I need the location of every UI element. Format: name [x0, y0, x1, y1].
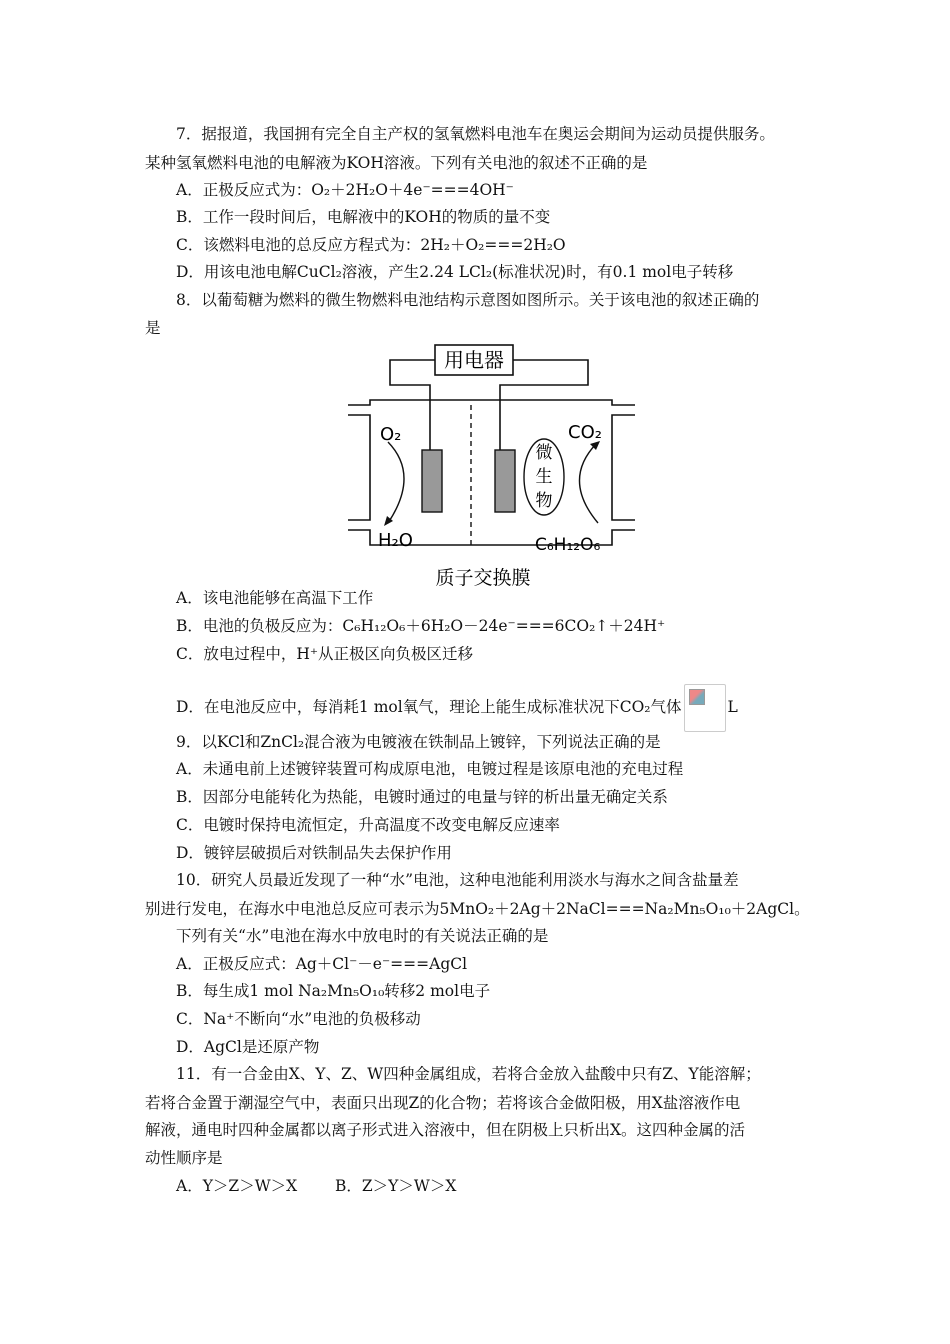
q7-stem-line2: 某种氢氧燃料电池的电解液为KOH溶液。下列有关电池的叙述不正确的是: [145, 154, 648, 172]
container-left-inner: [348, 415, 370, 520]
label-glucose: C₆H₁₂O₆: [535, 535, 601, 555]
q7-option-d: D．用该电池电解CuCl₂溶液，产生2.24 LCl₂(标准状况)时，有0.1 mol电子转移: [176, 263, 734, 281]
microbe-char-2: 生: [535, 467, 553, 487]
label-o2: O₂: [380, 424, 402, 445]
q10-option-a: A．正极反应式：Ag＋Cl⁻－e⁻===AgCl: [176, 955, 468, 973]
q7-option-c: C．该燃料电池的总反应方程式为：2H₂＋O₂===2H₂O: [176, 236, 566, 254]
q9-option-b: B．因部分电能转化为热能，电镀时通过的电量与锌的析出量无确定关系: [176, 788, 668, 806]
fuel-cell-diagram: [340, 340, 640, 590]
right-arrow: [579, 444, 598, 523]
right-electrode: [495, 450, 515, 512]
q8-stem-line1: 8．以葡萄糖为燃料的微生物燃料电池结构示意图如图所示。关于该电池的叙述正确的: [176, 291, 760, 309]
q8-option-c: C．放电过程中，H⁺从正极区向负极区迁移: [176, 645, 474, 663]
q11-option-a: A．Y＞Z＞W＞X: [176, 1177, 298, 1195]
q9-option-d: D．镀锌层破损后对铁制品失去保护作用: [176, 844, 452, 862]
label-membrane: 质子交换膜: [435, 567, 531, 589]
q8-option-d-text: D．在电池反应中，每消耗1 mol氧气，理论上能生成标准状况下CO₂气体: [176, 698, 682, 716]
q8-option-a: A．该电池能够在高温下工作: [176, 589, 374, 607]
fuel-cell-svg: [340, 340, 640, 590]
q11-stem-line3: 解液，通电时四种金属都以离子形式进入溶液中，但在阴极上只析出X。这四种金属的活: [145, 1121, 746, 1139]
label-co2: CO₂: [568, 422, 602, 443]
microbe-char-3: 物: [535, 491, 553, 511]
q10-stem-line2: 别进行发电，在海水中电池总反应可表示为5MnO₂＋2Ag＋2NaCl===Na₂Mn₅O₁₀＋2AgCl。: [145, 900, 810, 918]
q7-stem-line1: 7．据报道，我国拥有完全自主产权的氢氧燃料电池车在奥运会期间为运动员提供服务。: [176, 125, 775, 143]
q9-option-a: A．未通电前上述镀锌装置可构成原电池，电镀过程是该原电池的充电过程: [176, 760, 684, 778]
q10-option-b: B．每生成1 mol Na₂Mn₅O₁₀转移2 mol电子: [176, 982, 491, 1000]
q10-stem-line1: 10．研究人员最近发现了一种“水”电池，这种电池能利用淡水与海水之间含盐量差: [176, 871, 739, 889]
q7-option-a: A．正极反应式为：O₂＋2H₂O＋4e⁻===4OH⁻: [176, 181, 514, 199]
q10-option-c: C．Na⁺不断向“水”电池的负极移动: [176, 1010, 421, 1028]
microbe-char-1: 微: [535, 443, 553, 463]
container-right-inner: [612, 415, 635, 520]
q7-option-b: B．工作一段时间后，电解液中的KOH的物质的量不变: [176, 208, 551, 226]
q9-option-c: C．电镀时保持电流恒定，升高温度不改变电解反应速率: [176, 816, 560, 834]
q8-stem-line2: 是: [145, 319, 161, 337]
device-label: 用电器: [444, 348, 504, 372]
label-h2o: H₂O: [378, 530, 413, 551]
q11-stem-line1: 11．有一合金由X、Y、Z、W四种金属组成，若将合金放入盐酸中只有Z、Y能溶解；: [176, 1065, 761, 1083]
left-arrow: [388, 442, 404, 523]
q10-stem-line3: 下列有关“水”电池在海水中放电时的有关说法正确的是: [176, 927, 549, 945]
q9-stem: 9．以KCl和ZnCl₂混合液为电镀液在铁制品上镀锌，下列说法正确的是: [176, 733, 661, 751]
q11-option-b: B．Z＞Y＞W＞X: [335, 1177, 457, 1195]
container-top: [348, 400, 635, 405]
broken-image-icon: [684, 684, 726, 732]
q11-stem-line4: 动性顺序是: [145, 1149, 223, 1167]
left-electrode: [422, 450, 442, 512]
q8-option-d: [176, 684, 738, 732]
q8-option-b: B．电池的负极反应为：C₆H₁₂O₆＋6H₂O－24e⁻===6CO₂↑＋24H⁺: [176, 617, 666, 635]
q8-option-d-unit: L: [727, 698, 738, 716]
q11-stem-line2: 若将合金置于潮湿空气中，表面只出现Z的化合物；若将该合金做阳极，用X盐溶液作电: [145, 1094, 741, 1112]
q10-option-d: D．AgCl是还原产物: [176, 1038, 320, 1056]
